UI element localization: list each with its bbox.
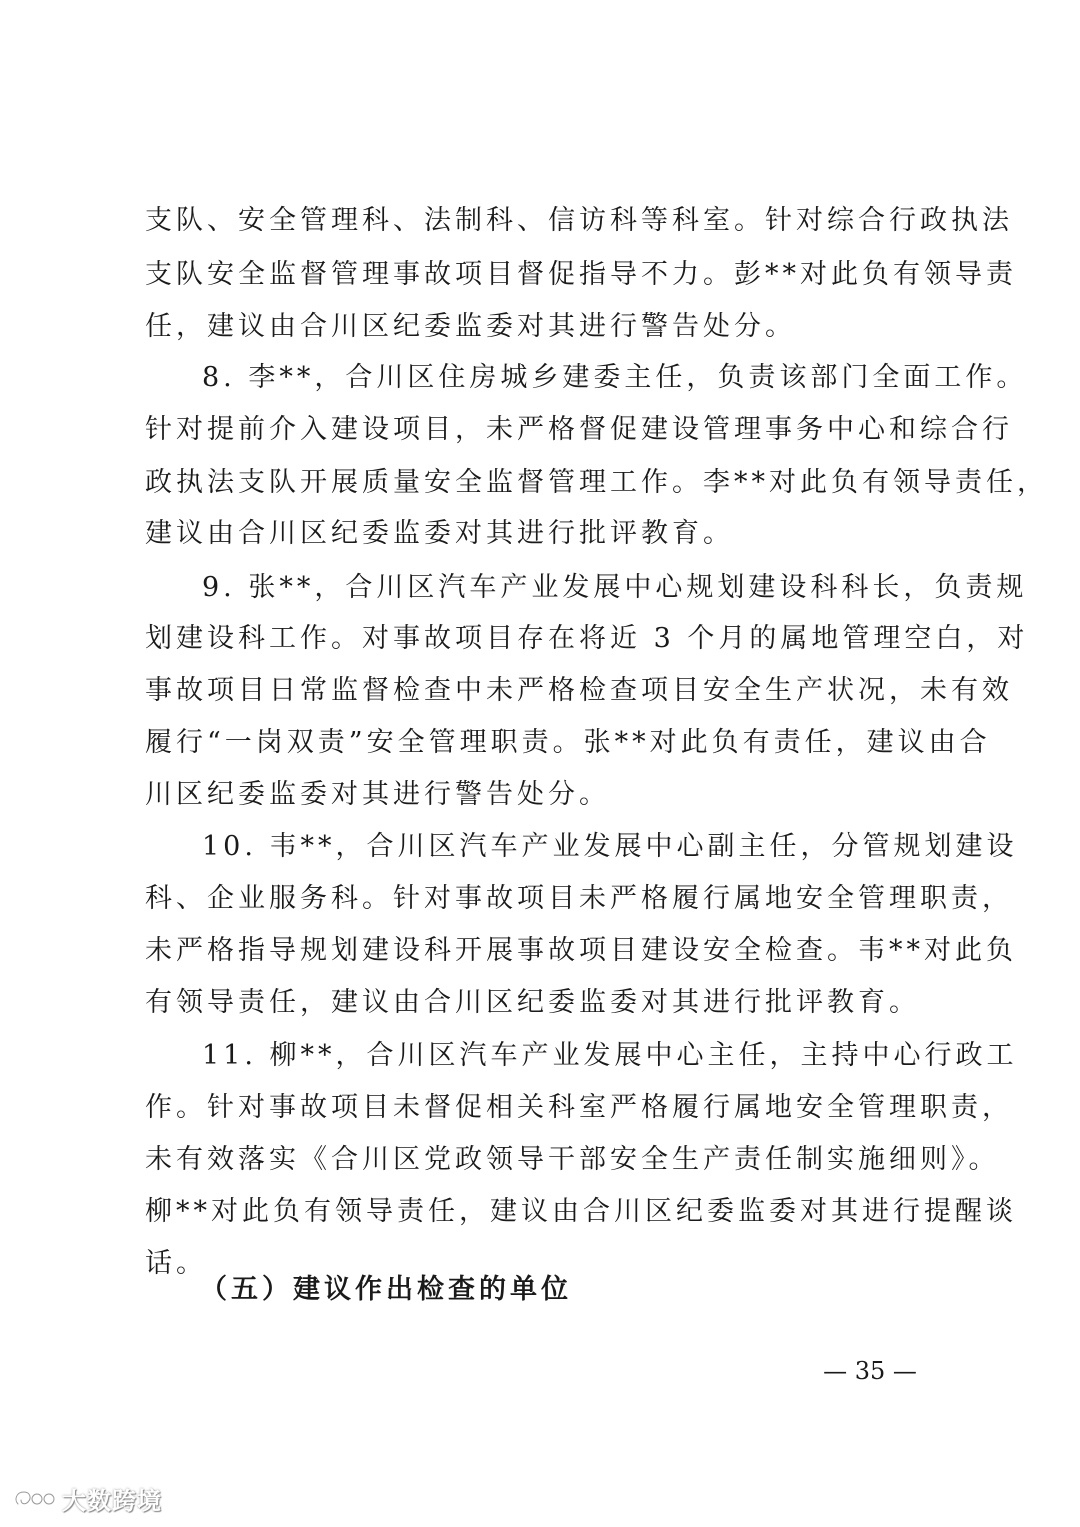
paragraph-line: 未严格指导规划建设科开展事故项目建设安全检查。韦**对此负 bbox=[145, 935, 1017, 966]
brand-logo-icon bbox=[12, 1484, 56, 1512]
paragraph-line: 10. 韦**，合川区汽车产业发展中心副主任，分管规划建设 bbox=[202, 831, 1018, 862]
paragraph-line: 作。针对事故项目未督促相关科室严格履行属地安全管理职责， bbox=[145, 1092, 1013, 1123]
paragraph-line: 建议由合川区纪委监委对其进行批评教育。 bbox=[145, 518, 734, 549]
paragraph-line: 有领导责任，建议由合川区纪委监委对其进行批评教育。 bbox=[145, 987, 920, 1018]
paragraph-line: 政执法支队开展质量安全监督管理工作。李**对此负有领导责任， bbox=[145, 467, 1048, 498]
section-heading: （五）建议作出检查的单位 bbox=[200, 1274, 572, 1305]
paragraph-line: 划建设科工作。对事故项目存在将近 3 个月的属地管理空白，对 bbox=[145, 623, 1029, 654]
watermark bbox=[12, 1478, 162, 1518]
paragraph-line: 9. 张**，合川区汽车产业发展中心规划建设科科长，负责规 bbox=[202, 572, 1028, 603]
paragraph-line: 柳**对此负有领导责任，建议由合川区纪委监委对其进行提醒谈 bbox=[145, 1196, 1017, 1227]
watermark-text: 大数跨境 bbox=[62, 1486, 162, 1515]
paragraph-line: 任，建议由合川区纪委监委对其进行警告处分。 bbox=[145, 311, 796, 342]
paragraph-line: 支队安全监督管理事故项目督促指导不力。彭**对此负有领导责 bbox=[145, 259, 1017, 290]
paragraph-line: 8. 李**，合川区住房城乡建委主任，负责该部门全面工作。 bbox=[202, 362, 1028, 393]
paragraph-line: 11. 柳**，合川区汽车产业发展中心主任，主持中心行政工 bbox=[202, 1040, 1018, 1071]
paragraph-line: 科、企业服务科。针对事故项目未严格履行属地安全管理职责， bbox=[145, 883, 1013, 914]
paragraph-line: 针对提前介入建设项目，未严格督促建设管理事务中心和综合行 bbox=[145, 414, 1013, 445]
paragraph-line: 履行“一岗双责”安全管理职责。张**对此负有责任，建议由合 bbox=[145, 727, 991, 758]
paragraph-line: 川区纪委监委对其进行警告处分。 bbox=[145, 779, 610, 810]
paragraph-line: 事故项目日常监督检查中未严格检查项目安全生产状况，未有效 bbox=[145, 675, 1013, 706]
paragraph-line: 支队、安全管理科、法制科、信访科等科室。针对综合行政执法 bbox=[145, 205, 1013, 236]
page-number: — 35 — bbox=[823, 1357, 917, 1385]
paragraph-line: 话。 bbox=[145, 1248, 207, 1279]
paragraph-line: 未有效落实《合川区党政领导干部安全生产责任制实施细则》。 bbox=[145, 1144, 1000, 1175]
